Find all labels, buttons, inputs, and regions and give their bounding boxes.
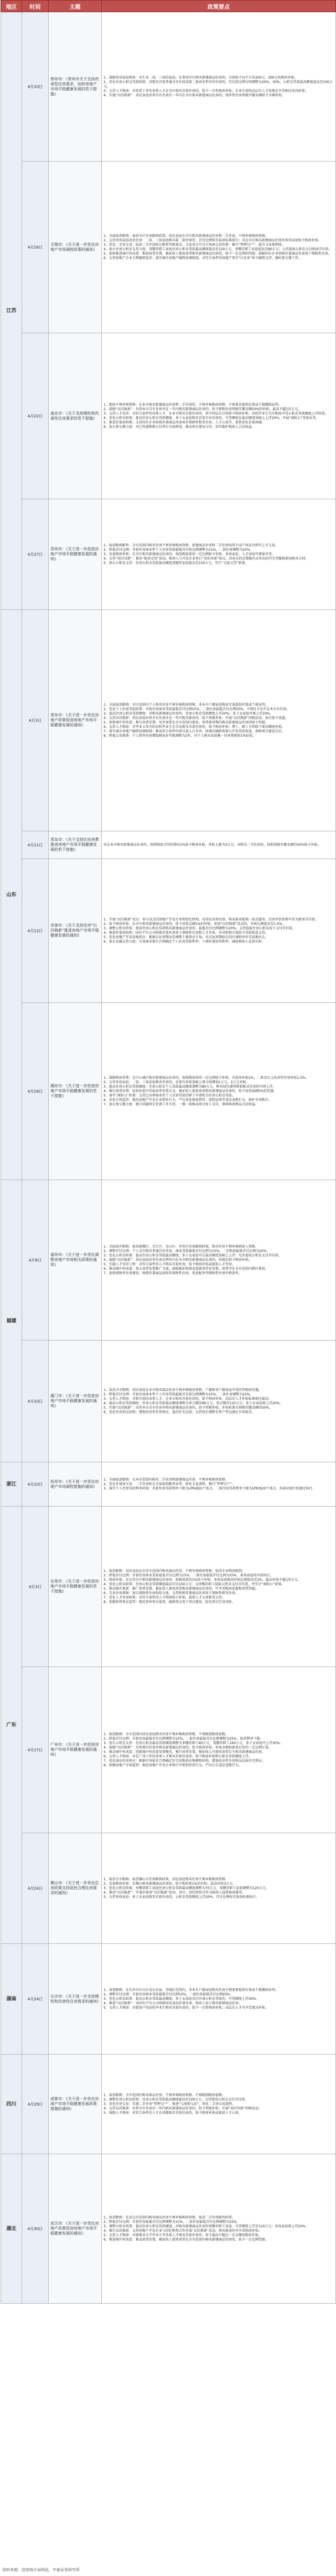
date-cell: 4月8日 (22, 1180, 49, 1341)
table-row (1, 859, 336, 1003)
date-cell: 4月3日 (22, 1507, 49, 1667)
policy-item: 3、优化公积金政策：提高公积金贷款最高额度，多子女家庭首次申请公积金贷款的，可贷额度上浮30%。 (104, 1996, 260, 2001)
policy-item: 7、加快保障性住房建设：收购存量商品房用作保障性住房，优化配售型保障性住房申购条件。 (104, 1271, 242, 1275)
policy-item: 6、完善住房保障：加大保障性住房供给力度，支持收购存量商品住房用于保障性租赁住房。 (104, 1591, 239, 1595)
policy-item: 6、支持人才购房：对毕业五年内的高校毕业生在青岛购买首套住房的，给予购房补贴；博士、硕士分别给予更高额度补贴。 (104, 725, 285, 729)
policy-item: 2、支持多孩家庭：二孩、三孩家庭购买住房的，在原有补贴基础上再分别增加1万元、2万元补贴。 (104, 1080, 250, 1084)
policy-item: 6、支持房地产企业合理融资需求：落实城市房地产融资协调机制，对符合条件的房地产项目“白名单”给予融资支持，做好保交楼工作。 (104, 256, 302, 260)
policy-item: 8、降低交易税费：个人销售住房增值税免征年限调整为2年，对个人购买家庭唯一住房契税按1%征收。 (104, 733, 256, 738)
policy-item: 4、鼓励“以旧换新”：出售原有住房并购买新建商品住房的，给予购房补贴，补贴金额按新房总价的一定比例计算。 (104, 1745, 272, 1750)
policy-item: 3、支持人才购房：对来常工作的各类人才在市区购买首套住房的，给予一次性购房补贴；企业引进的高层次人才按规定享受相应安居政策。 (104, 89, 308, 93)
theme-cell: 苏州市：《关于进一步促进房地产市场平稳健康发展的通知》 (49, 499, 102, 610)
policy-item: 1、全面放开限购：取消鼓楼区、台江区、仓山区、晋安区住房限购政策，购买住房不再审核购房人资格。 (104, 1244, 259, 1249)
policy-table (1, 0, 336, 2304)
policy-item: 4、优化公积金政策：住房公积金贷款额度最高可达100万元；支持缴存职工提取公积金支付首付款，并实行“商转公”政策。 (104, 1582, 285, 1586)
policy-item: 1、全面取消限购：取消市区住房限购政策，居民家庭在市区购买新建商品住房和二手住房，不再审核购房资格。 (104, 234, 268, 238)
table-row (1, 2154, 336, 2304)
policy-item: 5、实施人才安居工程：对符合条件的人才购买首套住房，给予购房补贴或提供人才住房。 (104, 1262, 235, 1266)
policy-item: 4、推行以旧换新：支持房地产开发企业与经纪机构合作开展“以旧换新”活动，购买新房的可享受购房补贴。 (104, 2228, 262, 2233)
policy-item: 4、提高公积金贷款额度：住房公积金贷款最高额度调整为单方缴存80万元、双方缴存120万元；多子女家庭再上浮20%。 (104, 1401, 283, 1405)
content-cell (102, 2055, 336, 2154)
theme-cell: 杭州市：《关于进一步优化房地产市场调控措施的通知》 (49, 1462, 102, 1507)
table-body (1, 12, 336, 2304)
content-cell (102, 1667, 336, 1833)
policy-item: 3、落实个人住房贷款利率政策：首套住房贷款利率下限为LPR减20个基点，二套住房贷款利率下限为LPR加20个基点，各商业银行按规定执行。 (104, 1486, 316, 1491)
table-row (1, 1462, 336, 1507)
policy-item: 2、优化个人住房贷款政策：首套住房商业贷款最低首付比例15%，二套住房最低首付比例25%，不再区分是否在本市有住房。 (104, 707, 290, 711)
policy-item: 6、优化住房供应结构：增加改善性住房供应，提高住宅品质；支持房企调整未售户型以满足市场需求。 (104, 1410, 255, 1414)
policy-item: 6、推进城中村改造：推动房票安置，被征收人使用房票在全市范围内购买新建商品住房的，给予一定比例奖励。 (104, 2237, 268, 2242)
policy-item: 5、加大公积金支持：住房公积金贷款最高额度双缴存家庭提高至150万元，实行“又提又贷”政策。 (104, 561, 249, 565)
date-cell: 4月17日 (22, 1667, 49, 1833)
policy-item: 4、推动“以旧换新”：开展存量房“以旧换新”活动，房企、经纪机构合作为购房人提供换房服务。 (104, 1890, 246, 1895)
date-cell: 4月24日 (22, 1833, 49, 1944)
policy-item: 2、鼓励“以旧换新”：出售本市自有住房并在一年内购买新建商品住房的，给予新购住房契税实缴金额50%的补贴，最高不超过5万元。 (104, 407, 302, 411)
date-cell: 4月10日 (22, 1341, 49, 1462)
theme-cell: 无锡市：《关于进一步优化房地产市场调控政策的通知》 (49, 162, 102, 333)
policy-item: 3、提高住房公积金贷款额度：对购买新建商品住房的，住房公积金贷款额度上浮20%；多子女家庭可再上浮10%。 (104, 711, 273, 716)
header-region: 地区 (1, 1, 22, 12)
policy-item: 1、取消限购：在武汉市范围内购买商品住房不再审核购房资格，取消二手住房限售政策。 (104, 2215, 235, 2220)
content-cell (102, 333, 336, 499)
region-cell: 广东 (1, 1507, 22, 1944)
header-content: 政策要点 (102, 1, 336, 12)
policy-item: 3、优化公积金政策：提高住房公积金贷款最高额度，多子女家庭可在最高额度基础上上浮；允许提取公积金支付首付款。 (104, 1253, 282, 1258)
policy-item: 1、取消限购：全市范围内购买商品住房，不再审核购房资格，不再限制购房套数。 (104, 2093, 225, 2097)
policy-item: 2、调整首付比例：个人首次购买普通自住住房，商业贷款最低首付比例为15%；二次购房最低首付比例为25%。 (104, 1249, 270, 1253)
policy-item: 4、推进存量房收购：国有平台公司收购存量住房用于保障性住房和人才住房，并对收购主体给予贷款贴息支持。 (104, 930, 268, 935)
table-row (1, 333, 336, 499)
policy-item: 1、购房不再审核资格：在本市购买新建商品住房和二手住房的，不再审核购房资格，不再要求提供社保或个税缴纳证明。 (104, 402, 282, 407)
theme-cell: 佛山市：《关于进一步优化住房政策支持居民合理住房需求的通知》 (49, 1833, 102, 1944)
date-cell: 4月30日 (22, 2154, 49, 2304)
policy-item: 1、全面取消限购：市区范围内个人购买住房不再审核购房资格，非本市户籍家庭购房无需提供社保或个税证明。 (104, 702, 268, 707)
policy-item: 5、支持人才购房：对新落户的高校毕业生购买首套住房的，给予一次性购房补贴；高层次人才可享受更高补贴。 (104, 2005, 268, 2010)
policy-item: 1、鼓励多孩家庭购房：对生育二孩、三孩的家庭，在常州市区购买新建商品住房的，分别给予每平方米200元、300元的购房补贴。 (104, 75, 298, 80)
theme-cell: 武汉市：《关于进一步优化房地产政策促进房地产市场平稳健康发展的通知》 (49, 2154, 102, 2304)
content-cell (102, 1944, 336, 2055)
table-header-row (1, 1, 336, 12)
content-cell (102, 610, 336, 831)
policy-item: 1、开展“以旧换新”试点：参与试点的房地产开发企业和经纪机构，对居民出售旧房、购买新房提供一站式服务，旧房评估价格可作为新房首付款。 (104, 917, 319, 922)
table-row (1, 1341, 336, 1462)
policy-item: 7、优化人才住房政策：对符合条件的人才购房给予补贴，提供人才公寓租赁支持。 (104, 1595, 225, 1600)
policy-item: 5、推进存量房收购：支持国有企业收购存量商品住房用作保障性租赁住房、人才公寓等，加快消化存量房源。 (104, 420, 265, 425)
table-row (1, 1667, 336, 1833)
policy-item: 2、降低首付比例：首套住房商业性个人住房贷款最低首付款比例调整为15%，二套住房调整为25%。 (104, 1392, 254, 1396)
table-row (1, 1003, 336, 1180)
policy-item: 5、鼓励人才购房：对符合条件的人才在成都购买首套住房的，给予购房补贴或提供人才公寓。 (104, 2111, 242, 2115)
policy-item: 6、支持人才购房：对在广州工作的各类人才购买首套住房的，给予购房补贴和公积金贷款额度上浮。 (104, 1754, 252, 1758)
date-cell: 4月22日 (22, 333, 49, 499)
theme-cell: 福州市：《关于进一步优化调整房地产市场相关政策的通知》 (49, 1180, 102, 1341)
theme-cell: 东莞市：《关于进一步促进房地产市场平稳健康发展的若干措施》 (49, 1507, 102, 1667)
policy-item: 6、优化市场监管：规范房地产开发企业销售行为，严厉查处捂盘惜售、虚假宣传等违法违规行为，维护市场秩序。 (104, 1098, 272, 1102)
content-cell (102, 859, 336, 1003)
policy-item: 1、取消限购：全市范围内居民家庭购买住房不再审核购房资格，不再限制购房套数。 (104, 1732, 229, 1736)
policy-item: 1、取消全市限购：居民家庭在本市购买商品住房不再审核购房资格，户籍和非户籍家庭享受同等购房待遇。 (104, 1388, 262, 1392)
policy-item: 4、推行房票安置：征收补偿可采取房票安置方式，被征收人使用房票购买新建商品住房的，给予房票面额5%的奖励。 (104, 1089, 277, 1093)
policy-item: 3、支持人才安居：对符合条件的各类人才，在本市购买首套住房的，按不同层次分别给予购房补贴；高校毕业生首次购房享受公积金贷款额度上浮政策。 (104, 411, 328, 416)
policy-item: 5、实施“以旧换新”：出售本市自有住房并购买新建商品住房的，给予契税补贴，补贴标准为契税实缴金额的50%。 (104, 1405, 273, 1410)
policy-item: 2、降低首付比例：首套住房商业性个人住房贷款最低首付款比例调整为15%，二套住房调整为25%。 (104, 547, 254, 552)
header-date: 时间 (22, 1, 49, 12)
policy-item: 对在本市购买新建商品住房的，按照购房合同价格的1%给予购房补贴，补贴上限为3万元；对购买二手住房的，按照契税实缴金额的50%给予补贴。 (104, 842, 321, 847)
policy-item: 4、加大住房公积金支持力度：双缴存职工家庭住房公积金贷款最高额度提高至120万元，单缴存职工家庭提高至80万元；支持提取公积金支付购房首付款。 (104, 247, 332, 251)
policy-item: 4、实施“以旧换新”：居民家庭出售自有住房后一年内在市区购买新建商品住房的，按所售住房契税实缴金额给予全额补贴。 (104, 93, 286, 97)
policy-item: 6、推动城中村改造：加大房票安置推广力度，鼓励被征收群众选择货币化安置，房票可在全市范围内跨区使用。 (104, 1266, 268, 1271)
policy-item: 1、取消限购：居民家庭在东莞市范围内购买商品住房，不再审核购房资格，取消企业购房限制。 (104, 1569, 245, 1573)
policy-item: 3、优化住房交易：实施二手住房“带押过户”，推进“交房即交证”，简化二手房交易流程。 (104, 2102, 236, 2106)
policy-item: 4、支持以旧换新：出售自有住房后一年内购买新建商品住房的，给予契税补贴；开展“卖旧买新”团购活动。 (104, 2106, 262, 2111)
theme-cell: 潍坊市：《关于进一步促进房地产市场平稳健康发展的若干措施》 (49, 1003, 102, 1180)
policy-item: 3、加大公积金支持：住房公积金最高贷款额度调整为单缴存职工80万元、双缴存职工160万元，多子女家庭可上浮30%。 (104, 1741, 283, 1745)
theme-cell: 青岛市：《关于进一步优化房地产政策促进房地产市场平稳健康发展的通知》 (49, 610, 102, 831)
policy-item: 4、支持“卖旧买新”：推出“换房无忧”活动，购房人与开发企业签订“卖旧买新”协议，旧房在约定期限内未售出的可无责解除新房购买合同。 (104, 556, 309, 561)
policy-item: 1、取消全市限购：取消佛山市住房限购政策，居民家庭购买住房不再审核购房资格。 (104, 1877, 229, 1881)
policy-item: 3、调整公积金政策：提高住房公积金贷款额度，对购买新建商品住房的双缴存职工家庭，可贷额度上浮至120万元；多孩家庭再上浮20%。 (104, 2224, 309, 2228)
table-row (1, 1944, 336, 2055)
date-cell: 4月16日 (22, 162, 49, 333)
content-cell (102, 1341, 336, 1462)
policy-item: 1、放宽限购：在长沙市内五区及长沙县、望城区范围内，非本市户籍家庭购买住房不再需要提供社保或个税缴纳证明。 (104, 1988, 278, 1992)
policy-item: 4、推进“以旧换新”：由国有平台公司收购居民家庭存量住房，购房人用于购买新建商品住房。 (104, 2001, 242, 2005)
table-row (1, 831, 336, 859)
policy-item: 2、优化存量房交易：二手住房转让无需提供限售证明，简化交易流程，推行“带押过户”。 (104, 1482, 236, 1486)
date-cell: 4月3日 (22, 610, 49, 831)
source-note: 资料来源：国家统计局网站，中泰证券研究所 (2, 2568, 80, 2572)
theme-cell: 青岛市：《关于支持住房消费推进房地产市场平稳健康发展的若干措施》 (49, 831, 102, 859)
content-cell (102, 1180, 336, 1341)
policy-item: 1、取消限购限售：全市范围内购买住房不再审核购房资格，新建商品住房和二手住房取得不动产权证后即可上市交易。 (104, 543, 278, 547)
policy-item: 2、调整首付比例：首套住房商业贷款最低首付比例15%，二套住房最低首付比例25%。 (104, 1992, 234, 1996)
policy-item: 2、调整住房公积金政策：住房公积金贷款最高额度提高至100万元，支持使用公积金支付首付款。 (104, 2097, 249, 2102)
table-row (1, 1833, 336, 1944)
region-cell: 湖北 (1, 2154, 22, 2304)
date-cell: 4月10日 (22, 1462, 49, 1507)
policy-item: 3、提高住房公积金贷款额度：住房公积金个人贷款最高额度调整为80万元，购买绿色建筑和装配式住房的可再上浮。 (104, 1084, 276, 1089)
policy-item: 8、加强房地产市场监管：规范房地产开发企业和中介机构经营行为，严厉打击违法违规行为。 (104, 1763, 242, 1767)
policy-item: 3、优化公积金政策：单缴存职工家庭住房公积金贷款最高额度调整为70万元，双缴存职工家庭调整为120万元。 (104, 1886, 269, 1890)
date-cell: 4月10日 (22, 12, 49, 162)
policy-item: 3、支持人才购房：对新引进的各类人才，在本市购买首套住房的，给予购房补贴，高层次人才补贴标准相应提高。 (104, 1396, 272, 1401)
policy-item: 3、发放购房补贴：在市区购买新建商品住房的，按照购房款的一定比例给予补贴，多孩家庭、人才家庭可叠加享受。 (104, 552, 275, 556)
content-cell (102, 1507, 336, 1667)
policy-item: 3、购房补贴：在东莞市区购买新建商品住房的，按购房款的1%给予补贴；多孩家庭购房补贴比例提高至2%，最高补贴不超过5万元。 (104, 1577, 301, 1582)
policy-item: 8、加强预售资金监管：规范预售资金使用，确保资金用于项目建设，防范项目烂尾风险。 (104, 1600, 235, 1604)
region-cell: 湖南 (1, 1944, 22, 2055)
theme-cell: 广州市：《关于进一步促进房地产市场平稳健康发展的通知》 (49, 1667, 102, 1833)
date-cell: 4月11日 (22, 831, 49, 859)
region-cell: 江苏 (1, 12, 22, 610)
policy-item: 2、发放购房补贴：在佛山购买新建商品住房的，给予购房款1%的补贴，最高补贴3万元。 (104, 1881, 236, 1886)
region-cell: 浙江 (1, 1462, 22, 1507)
date-cell: 4月16日 (22, 1003, 49, 1180)
content-cell (102, 1833, 336, 1944)
date-cell: 4月29日 (22, 2055, 49, 2154)
policy-item: 5、落实“商转公”政策：支持已办理商业性个人住房贷款的职工申请转为住房公积金贷款。 (104, 1093, 236, 1098)
table-row (1, 610, 336, 831)
policy-item: 4、鼓励“以旧换新”：居民家庭出售住房后两年内在本市购买新建商品住房的，按规定给予购房补贴。 (104, 1258, 252, 1262)
policy-item: 1、鼓励购房消费：在中心城区购买新建商品住房的，按照购房款的一定比例给予补贴，首套房补贴1%，二套及以上改善性住房补贴1.5%。 (104, 1075, 309, 1080)
policy-item: 6、加大保交楼力度：对已售逾期难交付项目全面排查，推动项目建设交付，切实维护购房人合法权益。 (104, 425, 255, 429)
header-theme: 主题 (49, 1, 102, 12)
content-cell (102, 12, 336, 162)
policy-item: 2、降低首付比例：首套住房最低首付比例调整为15%，二套住房最低首付比例调整为25%。 (104, 2220, 240, 2224)
theme-cell: 济南市：《关于支持住房“以旧换新”推进房地产市场平稳健康发展的通知》 (49, 859, 102, 1003)
theme-cell: 常州市：《常州市关于支持改善型住房需求，加快房地产市场平稳健康发展的若干措施》 (49, 12, 102, 162)
table-row (1, 1507, 336, 1667)
table-row (1, 12, 336, 162)
policy-item: 5、推动城中村改造：创新城中村改造安置模式，推行房票安置，被征收人可使用房票自主购买新建商品住房。 (104, 1750, 265, 1754)
policy-item: 5、加快城中村改造：推行房票安置，允许房票在全市范围内使用，房票使用期内购买新建商品住房的给予奖励。 (104, 720, 268, 725)
region-cell: 山东 (1, 610, 22, 1180)
policy-item: 2、优化住房公积金贷款政策：对购买首套普通自住住房或第二套改善型自住住房的，首付款比例分别调整为20%、30%，公积金贷款最高额度提高至100万元。 (104, 80, 333, 89)
region-cell: 福建 (1, 1180, 22, 1462)
policy-item: 2、给予购房补贴：在市区购买新建商品住房的，给予房款总额1%的补贴；参加“以旧换新”活动的，补贴比例提高至1.5%。 (104, 922, 286, 926)
table-row (1, 2055, 336, 2154)
theme-cell: 南京市：《关于支持刚性和改善性住房需求的若干措施》 (49, 333, 102, 499)
policy-item: 3、优化二手房交易：取消二手住房转让限售年限要求，交易双方可自主协商交易价格；推行“带押过户”，提升交易便利度。 (104, 242, 286, 247)
policy-item: 4、支持以旧换新：居民家庭出售自有住房并在一年内购买新房的，给予契税补贴；开展“以旧换新”团购活动，房企给予优惠。 (104, 716, 289, 720)
content-cell (102, 1003, 336, 1180)
policy-item: 5、加快推进城中村改造：推进房票安置，被征收人使用房票购买新建商品住房的，给予一定比例的奖励；鼓励国有企业收购存量商品住房用于保障性住房。 (104, 251, 332, 256)
policy-item: 7、优化商品住房供应：根据市场需求合理确定住宅用地供应规模和结构，增加改善性住房和高品质住宅供应。 (104, 1758, 265, 1763)
policy-item: 6、加大金融支持力度：引导商业银行合理确定个人住房贷款利率，下调存量房贷利率，减轻购房人还款负担。 (104, 939, 265, 944)
content-cell (102, 831, 336, 859)
policy-item: 5、优化房地产开发用地供应：根据去化周期动态调整土地供应计划，对去化周期较长的区域暂停住宅用地出让。 (104, 935, 268, 939)
theme-cell: 厦门市：《关于进一步促进房地产市场平稳健康发展的通知》 (49, 1341, 102, 1462)
table-row (1, 499, 336, 610)
policy-item: 7、落实城市房地产融资协调机制：推动符合条件的项目进入白名单，协调金融机构加大开发贷款投放，保障项目建设交付。 (104, 729, 285, 733)
policy-item: 2、支持多孩家庭改善住房：二孩、三孩家庭购买第二套住房的，首付比例按首套房标准执行；对在市区购买新建商品住房的多孩家庭给予购房补贴。 (104, 238, 322, 242)
table-row (1, 162, 336, 333)
policy-item: 2、降低首付比例：首套住房商业贷款最低首付比例为15%，二套住房最低首付比例为25%，多孩家庭按首套执行。 (104, 1573, 273, 1577)
policy-item: 4、优化公积金政策：提高住房公积金贷款额度，多子女家庭购买首套自住住房的，可贷额度在最高额度基础上上浮20%；开展“商转公”贷款业务。 (104, 416, 319, 420)
content-cell (102, 499, 336, 610)
policy-item: 5、推动城市更新：推广房票安置，被征收人使用房票购买新建商品住房的，可享受购房优惠和房票奖励。 (104, 1586, 259, 1591)
policy-item: 5、支持人才购房：对新就业大学毕业生等各类人才购买首套住房的，给予最高不超过一定金额的购房补贴。 (104, 2233, 262, 2237)
region-cell: 四川 (1, 2055, 22, 2154)
date-cell: 4月12日 (22, 859, 49, 1003)
table-row (1, 1180, 336, 1341)
policy-item: 5、支持多孩家庭：多子女家庭购买首套住房的，公积金贷款额度上浮20%，首付比例按首套房标准执行。 (104, 1895, 260, 1899)
policy-item: 7、加大保交楼力度：建立问题项目处置工作专班，一楼一策推动项目复工交付，保障购房群众合法权益。 (104, 1102, 259, 1106)
theme-cell: 成都市：《关于进一步优化房地产市场平稳健康发展政策措施的通知》 (49, 2055, 102, 2154)
content-cell (102, 2154, 336, 2304)
date-cell: 4月24日 (22, 1944, 49, 2055)
content-cell (102, 1462, 336, 1507)
theme-cell: 长沙市：《关于进一步支持刚性和改善性住房需求的通知》 (49, 1944, 102, 2055)
policy-item: 2、降低首付比例：首套住房最低首付比例调整为15%，二套住房最低首付比例调整为25%，取消利率下限。 (104, 1736, 263, 1741)
policy-item: 3、调整公积金政策：使用住房公积金贷款购买新建商品住房的，最低首付比例调整为20%；支持提取住房公积金用于支付首付款。 (104, 926, 296, 930)
policy-item: 1、全面取消限购：在本市范围内购买二手住房和新建商品住房，不再审核购房资格。 (104, 1477, 229, 1482)
content-cell (102, 162, 336, 333)
date-cell: 4月27日 (22, 499, 49, 610)
